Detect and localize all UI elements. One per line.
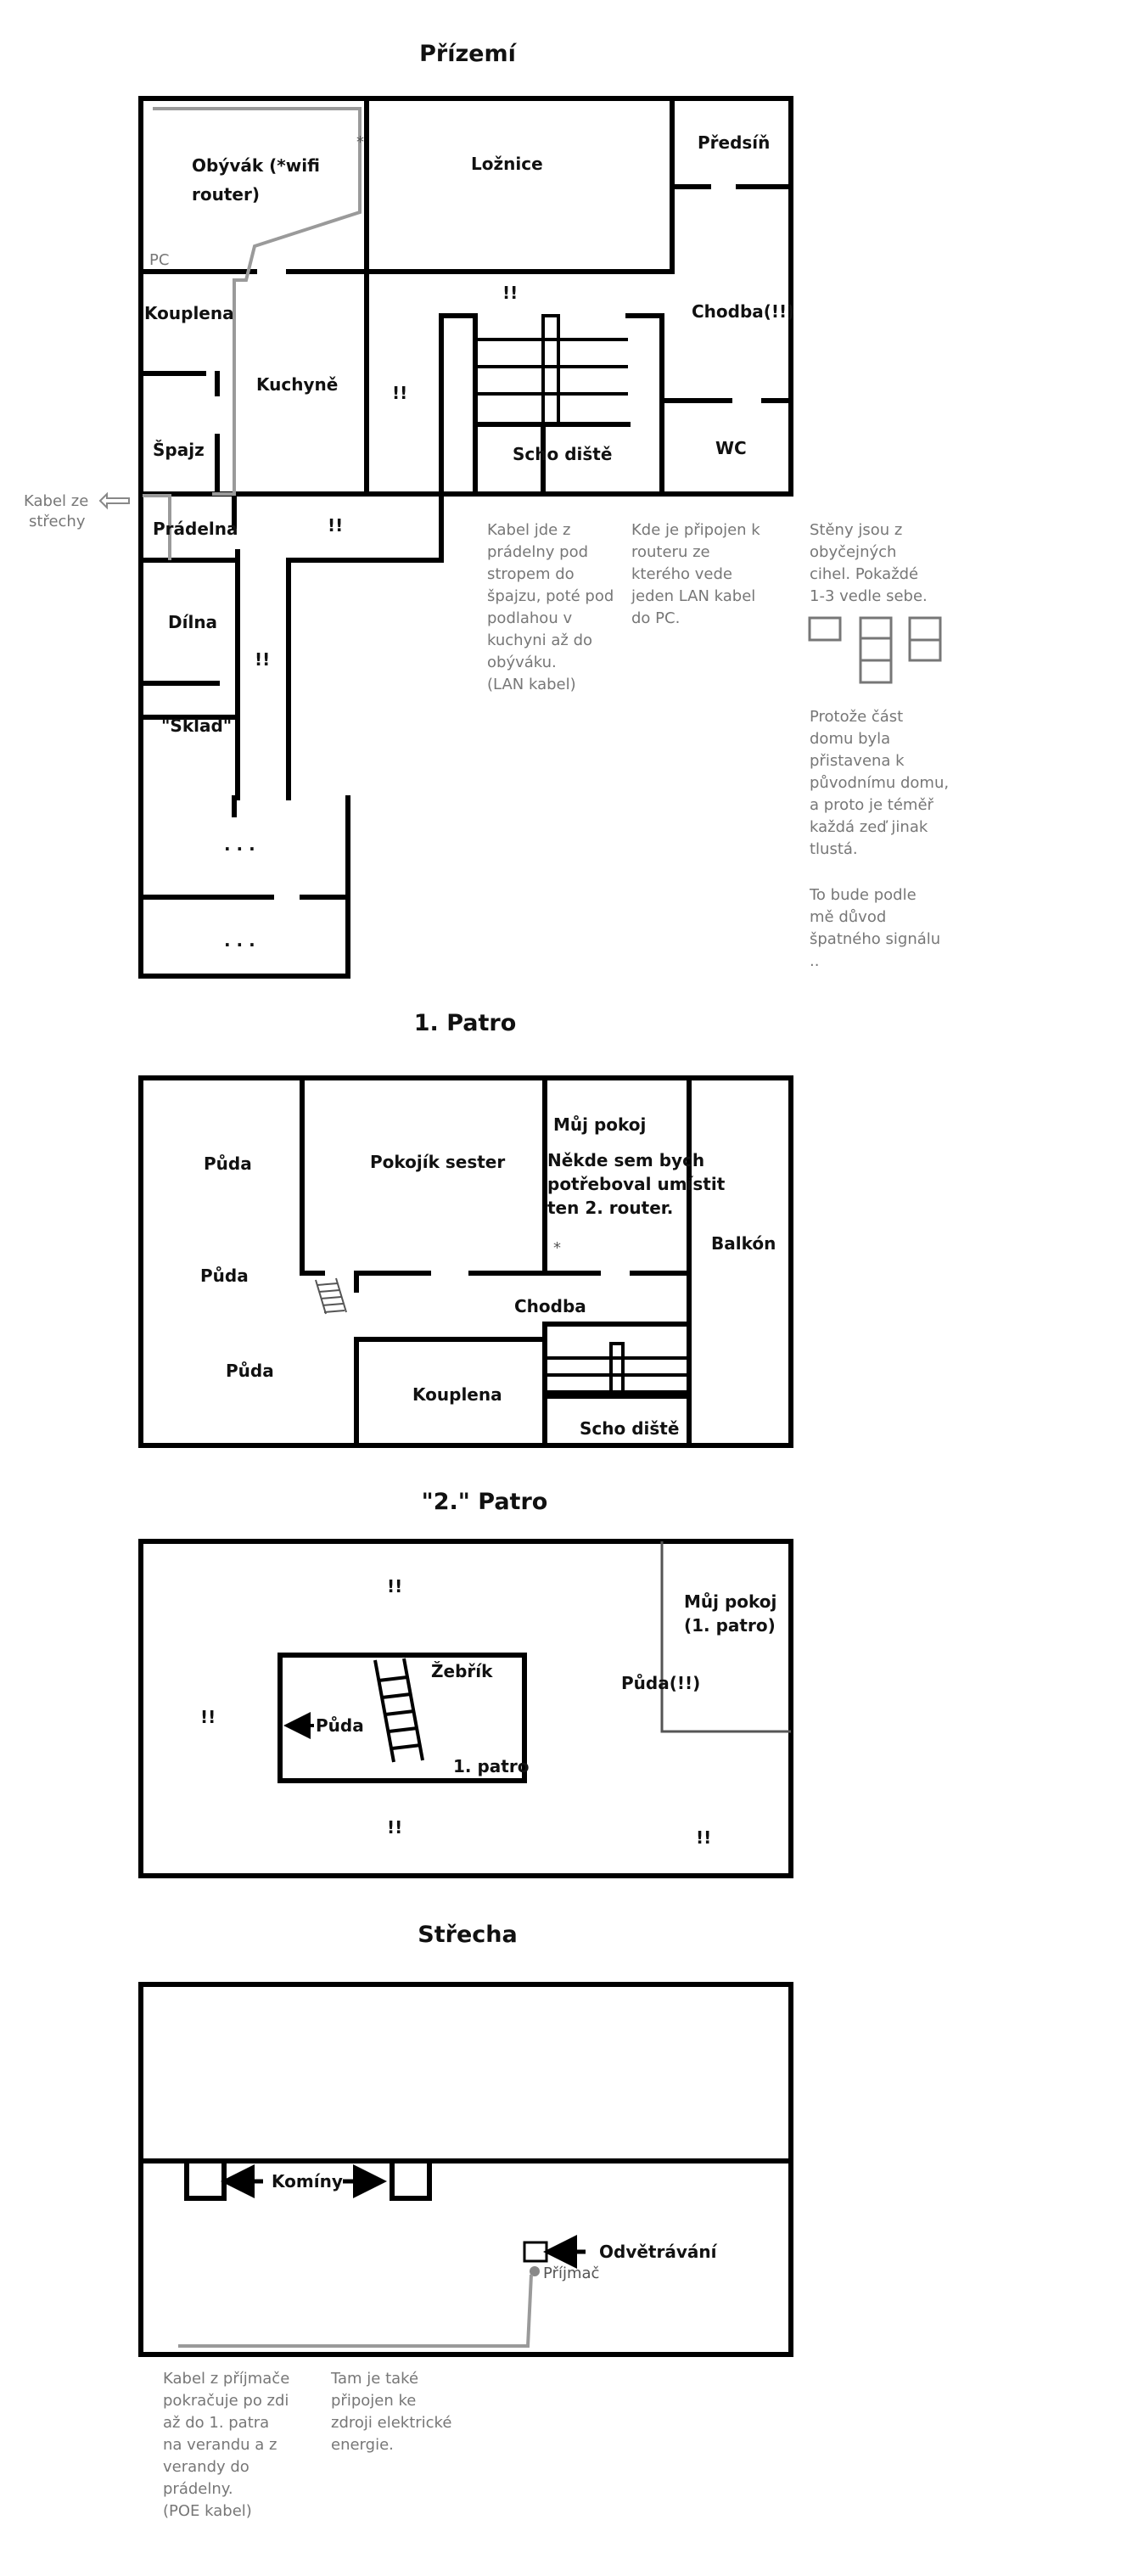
room-label-dots-1: · · · [224, 839, 255, 859]
pc-label: PC [149, 251, 170, 269]
svg-text:Protože část: Protože část [810, 708, 904, 726]
room-label-predsin: Předsíň [698, 132, 771, 153]
external-cable-label-2: střechy [29, 513, 86, 530]
roof-plan [141, 1984, 791, 2354]
vent [524, 2242, 547, 2261]
wall [141, 560, 238, 798]
note-walls [810, 521, 928, 605]
svg-text:Kabel z příjmače: Kabel z příjmače [163, 2370, 290, 2388]
warning-mark: !! [328, 515, 344, 536]
svg-text:mě důvod: mě důvod [810, 908, 887, 926]
svg-text:na verandu a z: na verandu a z [163, 2436, 277, 2454]
wall [628, 316, 662, 494]
first-floor-staircase [545, 1344, 689, 1396]
svg-text:až do 1. patra: až do 1. patra [163, 2414, 270, 2432]
router-location-marker: * [553, 1239, 561, 1257]
ladder-icon [375, 1658, 423, 1762]
room-label-koupelna: Kouplena [144, 303, 234, 323]
svg-text:verandy do: verandy do [163, 2458, 249, 2476]
warning-mark: !! [696, 1827, 712, 1848]
my-room-label: Můj pokoj [684, 1591, 777, 1612]
room-label-schodiste: Scho diště [580, 1418, 680, 1439]
svg-text:energie.: energie. [331, 2436, 394, 2454]
receiver-label: Příjmač [543, 2265, 600, 2282]
chimneys-label: Komíny [272, 2171, 343, 2192]
svg-text:prádelny pod: prádelny pod [487, 543, 589, 561]
room-label-spajz: Špajz [153, 440, 205, 460]
ladder-label: Žebřík [431, 1661, 493, 1681]
ground-staircase [475, 316, 628, 494]
note-signal [809, 886, 940, 970]
external-cable-label: Kabel ze [24, 492, 89, 510]
second-floor-plan [141, 1541, 791, 1876]
router-note-line-1: Někde sem bych [547, 1150, 705, 1170]
svg-text:domu byla: domu byla [810, 730, 891, 748]
svg-text:a proto je téměř: a proto je téměř [810, 796, 933, 814]
svg-text:cihel. Pokaždé: cihel. Pokaždé [810, 565, 919, 583]
room-label-dots-2: · · · [224, 934, 255, 955]
svg-text:(LAN kabel): (LAN kabel) [487, 676, 576, 693]
my-room-outline [662, 1541, 791, 1731]
room-label-puda-1: Půda [204, 1153, 252, 1174]
svg-text:pokračuje po zdi: pokračuje po zdi [163, 2392, 289, 2410]
room-label-obyvak-2: router) [192, 184, 260, 205]
svg-text:To bude podle: To bude podle [810, 886, 917, 904]
title-first-floor: 1. Patro [413, 1010, 517, 1036]
title-roof: Střecha [418, 1922, 518, 1948]
room-label-chodba: Chodba [514, 1296, 586, 1316]
room-label-sklad: "Sklad" [161, 716, 233, 736]
svg-text:špajzu, poté pod: špajzu, poté pod [487, 587, 614, 605]
room-label-loznice: Ložnice [471, 154, 543, 174]
svg-text:každá zeď jinak: každá zeď jinak [810, 818, 928, 836]
room-label-kuchyne: Kuchyně [256, 374, 339, 395]
svg-text:prádelny.: prádelny. [163, 2480, 233, 2498]
brick-wall-icons [810, 618, 940, 682]
svg-text:připojen ke: připojen ke [331, 2392, 417, 2410]
svg-text:Stěny jsou z: Stěny jsou z [810, 521, 903, 539]
room-label-dilna: Dílna [168, 612, 218, 632]
room-label-obyvak: Obývák (*wifi [192, 155, 320, 176]
svg-text:podlahou v: podlahou v [487, 609, 573, 627]
warning-mark: !! [392, 383, 408, 403]
my-room-label-2: (1. patro) [684, 1615, 776, 1636]
chimney-2 [392, 2161, 429, 2198]
wall [141, 373, 217, 394]
svg-text:1-3 vedle sebe.: 1-3 vedle sebe. [810, 587, 928, 605]
title-ground-floor: Přízemí [419, 41, 516, 67]
roof-outline [141, 1984, 791, 2354]
svg-text:Kabel jde z: Kabel jde z [487, 521, 571, 539]
first-floor-plan [141, 1078, 791, 1445]
wifi-router-marker: * [356, 133, 364, 151]
wall [302, 1078, 322, 1273]
note-power [330, 2370, 451, 2454]
svg-text:jeden LAN kabel: jeden LAN kabel [631, 587, 756, 605]
svg-text:přistavena k: přistavena k [810, 752, 905, 770]
svg-text:..: .. [810, 952, 820, 970]
svg-text:obyčejných: obyčejných [810, 543, 897, 561]
svg-text:obýváku.: obýváku. [487, 654, 557, 671]
note-cable-route [487, 521, 614, 693]
svg-text:kuchyni až do: kuchyni až do [487, 631, 593, 649]
vent-label: Odvětrávání [599, 2242, 717, 2262]
note-poe-cable [163, 2370, 289, 2520]
arrow-right-icon [100, 494, 129, 508]
wall [441, 316, 475, 494]
router-note-line-3: ten 2. router. [547, 1198, 674, 1218]
wall [367, 98, 672, 272]
attic-warning-label: Půda(!!) [621, 1673, 701, 1693]
warning-mark: !! [255, 649, 271, 670]
svg-text:špatného signálu: špatného signálu [810, 930, 941, 948]
room-label-balkon: Balkón [711, 1233, 776, 1254]
note-router-connection [631, 521, 760, 627]
svg-text:Tam je také: Tam je také [331, 2370, 419, 2388]
svg-text:(POE kabel): (POE kabel) [163, 2502, 252, 2520]
wall [289, 494, 441, 798]
svg-text:zdroji elektrické: zdroji elektrické [331, 2414, 452, 2432]
room-label-pradelna: Prádelna [153, 519, 238, 539]
room-label-muj-pokoj: Můj pokoj [553, 1114, 647, 1135]
svg-text:routeru ze: routeru ze [631, 543, 710, 561]
room-label-puda-2: Půda [200, 1266, 249, 1286]
room-label-koupelna: Kouplena [412, 1384, 502, 1405]
room-label-chodba: Chodba(!!) [692, 301, 795, 322]
chimney-1 [187, 2161, 224, 2198]
room-label-schodiste: Scho diště [513, 444, 613, 464]
note-reason [810, 708, 949, 858]
warning-mark: !! [502, 283, 519, 303]
svg-text:kterého vede: kterého vede [631, 565, 733, 583]
poe-cable-path [178, 2275, 531, 2346]
warning-mark: !! [387, 1817, 403, 1838]
svg-text:Kde je připojen k: Kde je připojen k [631, 521, 760, 539]
router-note-line-2: potřeboval umístit [547, 1174, 726, 1194]
svg-text:původnímu domu,: původnímu domu, [810, 774, 950, 792]
room-label-pokojik-sester: Pokojík sester [370, 1152, 506, 1172]
room-label-puda-3: Půda [226, 1361, 274, 1381]
svg-text:stropem do: stropem do [487, 565, 575, 583]
first-floor-label: 1. patro [453, 1756, 530, 1776]
attic-label: Půda [316, 1715, 364, 1736]
svg-text:tlustá.: tlustá. [810, 840, 858, 858]
warning-mark: !! [200, 1707, 216, 1727]
ladder-icon [316, 1278, 346, 1314]
title-second-floor: "2." Patro [421, 1489, 548, 1515]
warning-mark: !! [387, 1576, 403, 1597]
svg-text:do PC.: do PC. [631, 609, 681, 627]
room-label-wc: WC [715, 438, 747, 458]
